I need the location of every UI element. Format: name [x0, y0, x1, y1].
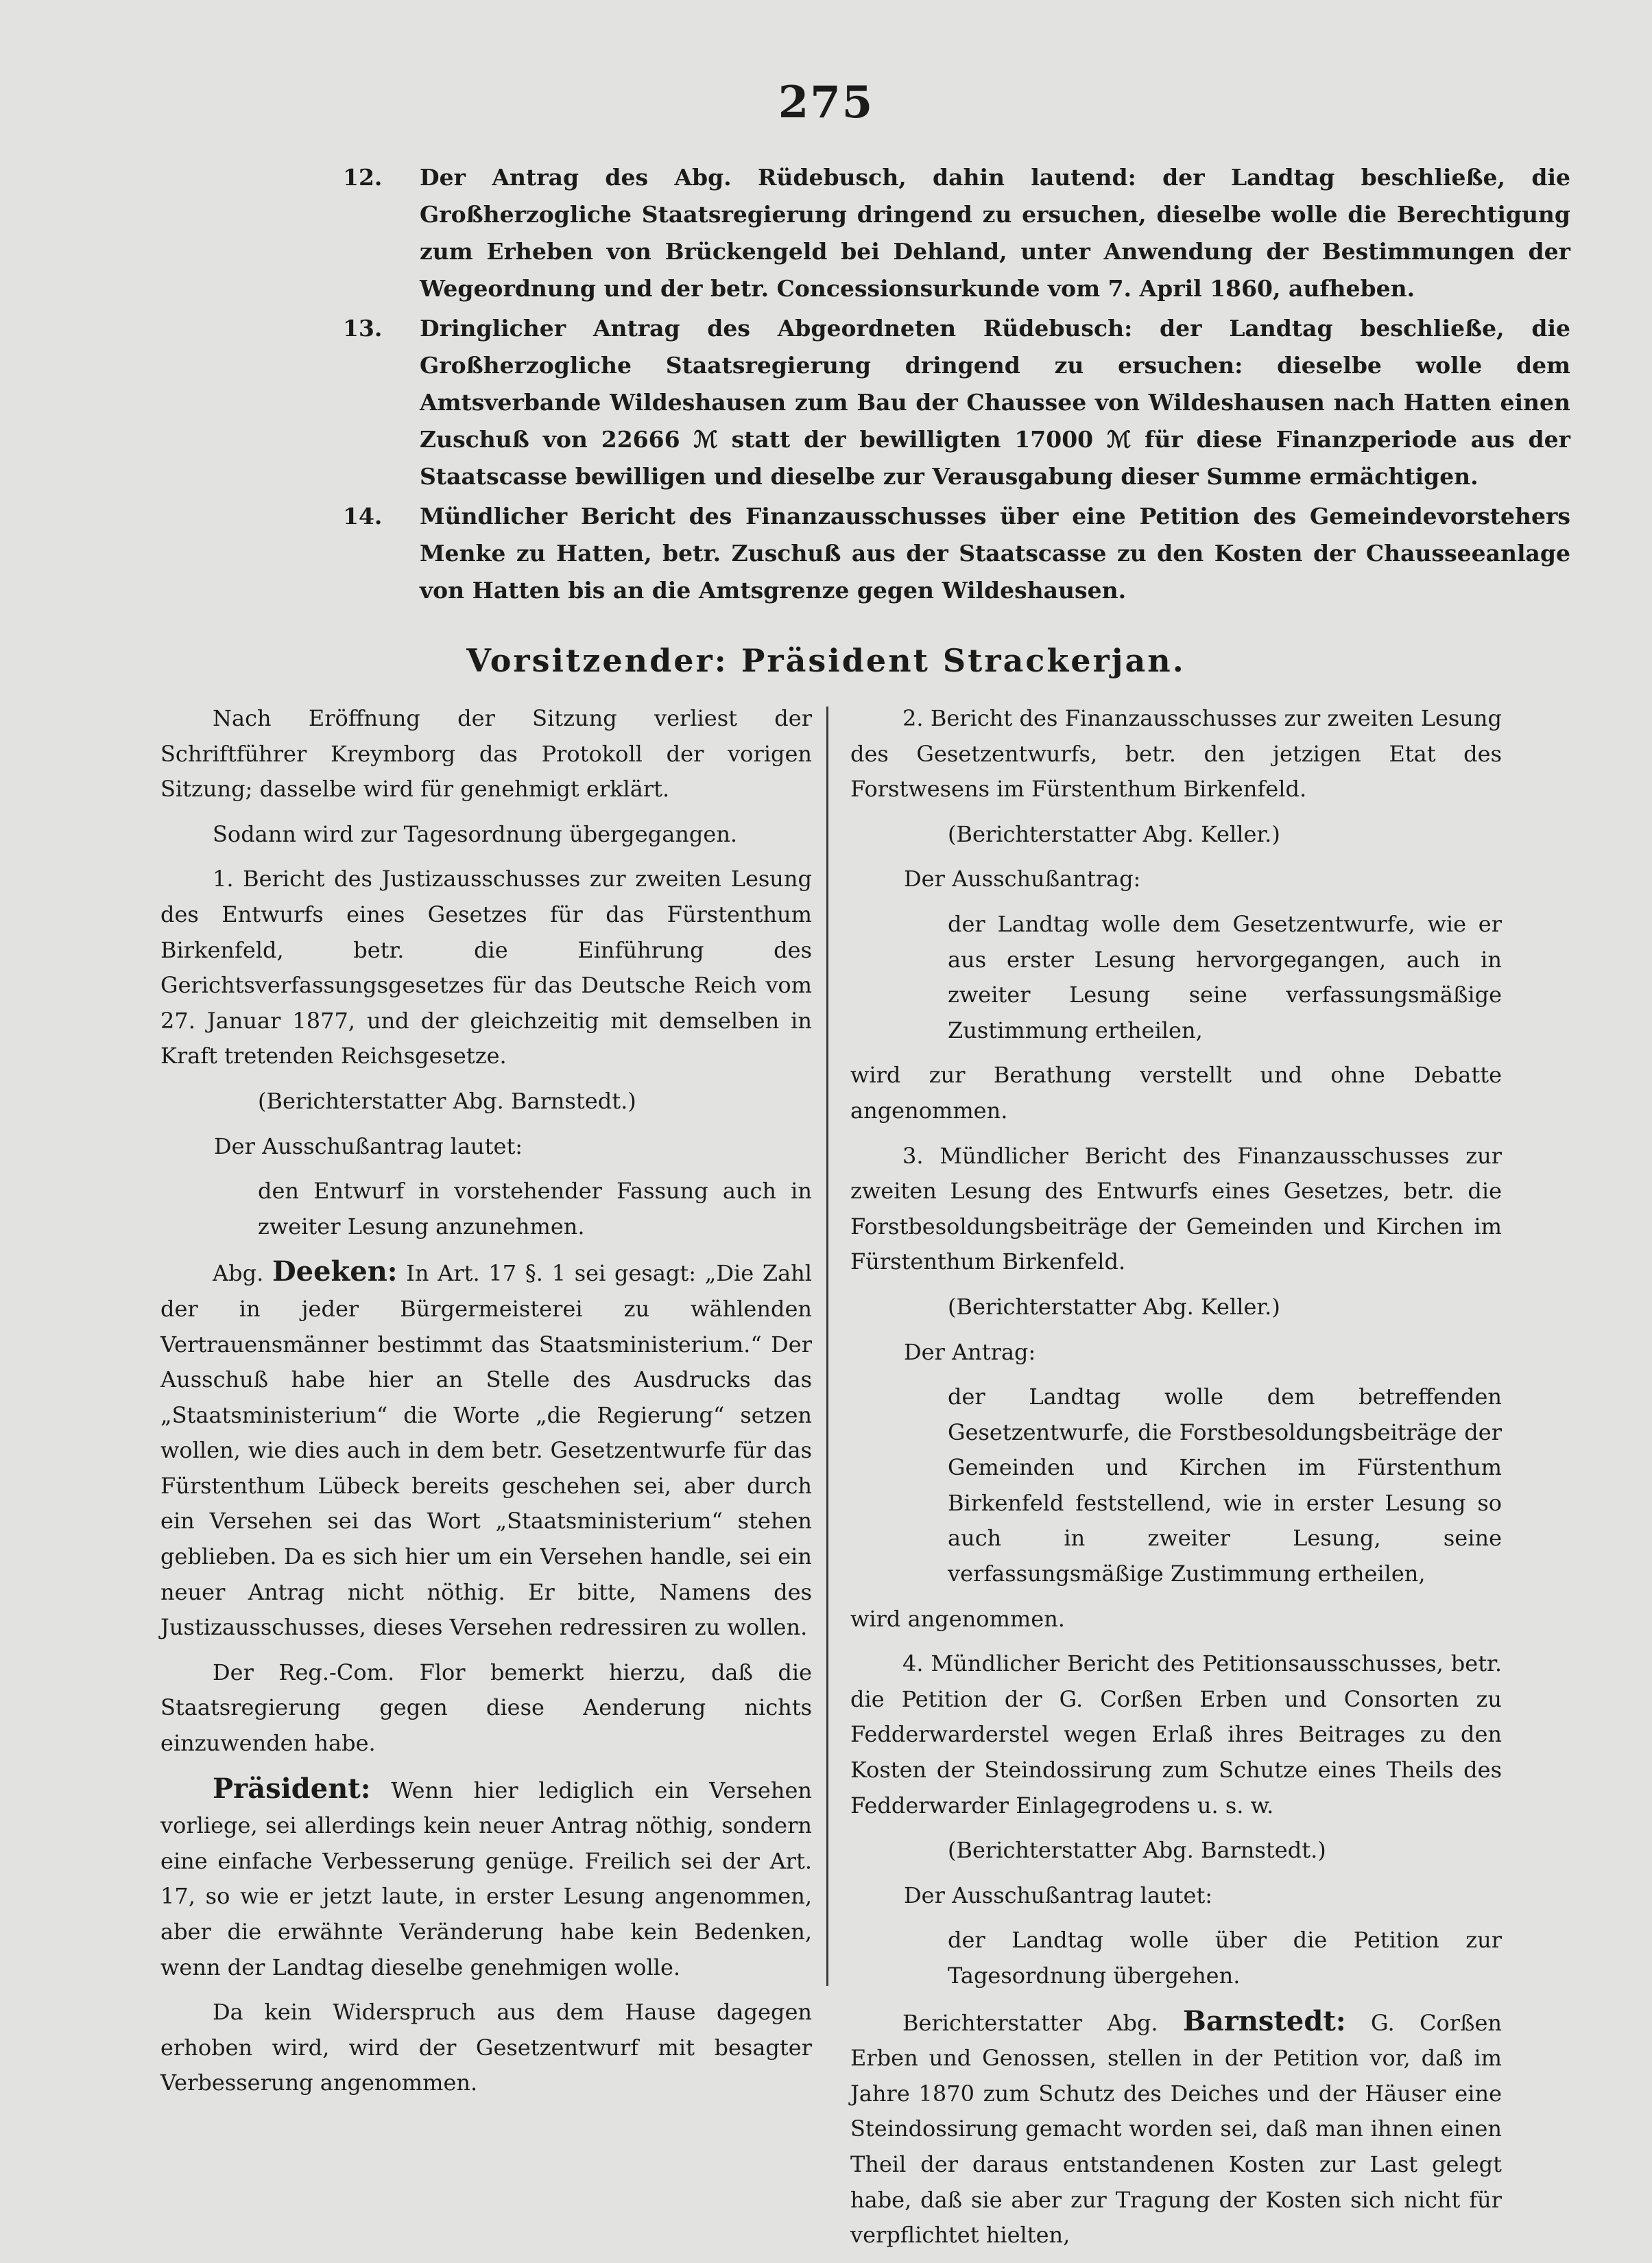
- paragraph: 2. Bericht des Finanzausschusses zur zweiten Lesung des Gesetzentwurfs, betr. den jetzigen Etat des Forstwesens im Fürstenthum Birkenfeld.: [850, 705, 1502, 803]
- paragraph: 3. Mündlicher Bericht des Finanzausschusses zur zweiten Lesung des Entwurfs eines Gesetzes, betr. die Forstbesoldungsbeiträge der Gemeinden und Kirchen im Fürstenthum Birkenfeld.: [850, 1142, 1502, 1275]
- column-divider: [826, 707, 828, 1986]
- agenda-item: [343, 310, 1570, 495]
- paragraph: 4. Mündlicher Bericht des Petitionsausschusses, betr. die Petition der G. Corßen Erben und Consorten zu Fedderwarderstel wegen Erlaß ihres Beitrages zu den Kosten der Steindossirung zum Schutze eines Theils des Fedderwarder Einlagegrodens u. s. w.: [850, 1650, 1502, 1818]
- right-column: [850, 701, 1502, 2263]
- paragraph: wird zur Berathung verstellt und ohne Debatte angenommen.: [850, 1062, 1502, 1124]
- speaker-prefix: Berichterstatter Abg.: [902, 2009, 1158, 2036]
- agenda-item-number: 13.: [343, 315, 383, 342]
- agenda-item-number: 12.: [343, 164, 383, 191]
- agenda-item-text: Der Antrag des Abg. Rüdebusch, dahin lautend: der Landtag beschließe, die Großherzogliche Staatsregierung dringend zu ersuchen, dieselbe wolle die Berechtigung zum Erheben von Brückengeld bei Dehland, unter Anwendung der Bestimmungen der Wegeordnung und der betr. Concessionsurkunde vom 7. April 1860, aufheben.: [420, 164, 1570, 302]
- paragraph: Da kein Widerspruch aus dem Hause dagegen erhoben wird, wird der Gesetzentwurf mit besagter Verbesserung angenommen.: [160, 1999, 812, 2096]
- speaker-name: Deeken:: [272, 1255, 398, 1288]
- reporter-note: (Berichterstatter Abg. Keller.): [948, 820, 1280, 847]
- paragraph: wird angenommen.: [850, 1605, 1065, 1632]
- left-column: [160, 701, 812, 2111]
- agenda-item: [343, 498, 1570, 609]
- speaker-name: Barnstedt:: [1183, 2004, 1346, 2037]
- motion-text: der Landtag wolle über die Petition zur Tagesordnung übergehen.: [948, 1927, 1502, 1989]
- motion-text: den Entwurf in vorstehender Fassung auch in zweiter Lesung anzunehmen.: [258, 1178, 812, 1240]
- paragraph: Der Antrag:: [904, 1338, 1036, 1365]
- chair-heading: Vorsitzender: Präsident Strackerjan.: [466, 642, 1186, 679]
- page-number: 275: [778, 77, 874, 128]
- motion-text: der Landtag wolle dem Gesetzentwurfe, wie er aus erster Lesung hervorgegangen, auch in zweiter Lesung seine verfassungsmäßige Zustimmung ertheilen,: [948, 910, 1502, 1043]
- agenda-item-text: Dringlicher Antrag des Abgeordneten Rüdebusch: der Landtag beschließe, die Großherzogliche Staatsregierung dringend zu ersuchen: dieselbe wolle dem Amtsverbande Wildeshausen zum Bau der Chaussee von Wildeshausen nach Hatten einen Zuschuß von 22666 ℳ statt der bewilligten 17000 ℳ für diese Finanzperiode aus der Staatscasse bewilligen und dieselbe zur Verausgabung dieser Summe ermächtigen.: [420, 315, 1570, 490]
- agenda-item-text: Mündlicher Bericht des Finanzausschusses über eine Petition des Gemeindevorstehers Menke zu Hatten, betr. Zuschuß aus der Staatscasse zu den Kosten der Chausseeanlage von Hatten bis an die Amtsgrenze gegen Wildeshausen.: [420, 503, 1570, 604]
- paragraph: Der Reg.-Com. Flor bemerkt hierzu, daß die Staatsregierung gegen diese Aenderung nichts einzuwenden habe.: [160, 1659, 812, 1757]
- paragraph: Nach Eröffnung der Sitzung verliest der Schriftführer Kreymborg das Protokoll der vorigen Sitzung; dasselbe wird für genehmigt erklärt.: [160, 705, 812, 803]
- paragraph: Der Ausschußantrag lautet:: [904, 1882, 1213, 1908]
- agenda-item-number: 14.: [343, 503, 383, 530]
- paragraph: Sodann wird zur Tagesordnung übergegangen.: [213, 820, 738, 847]
- paragraph: Der Ausschußantrag lautet:: [214, 1133, 523, 1159]
- speech-paragraph: [160, 1771, 812, 1986]
- speech-text: In Art. 17 §. 1 sei gesagt: „Die Zahl der in jeder Bürgermeisterei zu wählenden Vertrauensmänner bestimmt das Staatsministerium.“ Der Ausschuß habe hier an Stelle des Ausdrucks das „Staatsministerium“ die Worte „die Regierung“ setzen wollen, wie dies auch in dem betr. Gesetzentwurfe für das Fürstenthum Lübeck bereits geschehen sei, aber durch ein Versehen sei das Wort „Staatsministerium“ stehen geblieben. Da es sich hier um ein Versehen handle, sei ein neuer Antrag nicht nöthig. Er bitte, Namens des Justizausschusses, dieses Versehen redressiren zu wollen.: [160, 1260, 813, 1641]
- speaker-name: Präsident:: [213, 1772, 371, 1805]
- speech-text: Wenn hier lediglich ein Versehen vorliege, sei allerdings kein neuer Antrag nöthig, sondern eine einfache Verbesserung genüge. Freilich sei der Art. 17, so wie er jetzt laute, in erster Lesung angenommen, aber die erwähnte Veränderung habe kein Bedenken, wenn der Landtag dieselbe genehmigen wolle.: [160, 1777, 813, 1980]
- reporter-note: (Berichterstatter Abg. Barnstedt.): [948, 1837, 1326, 1864]
- paragraph: Der Ausschußantrag:: [904, 866, 1141, 892]
- paragraph: 1. Bericht des Justizausschusses zur zweiten Lesung des Entwurfs eines Gesetzes für das Fürstenthum Birkenfeld, betr. die Einführung des Gerichtsverfassungsgesetzes für das Deutsche Reich vom 27. Januar 1877, und der gleichzeitig mit demselben in Kraft tretenden Reichsgesetze.: [160, 866, 812, 1069]
- speech-paragraph: [850, 2004, 1502, 2253]
- reporter-note: (Berichterstatter Abg. Keller.): [948, 1293, 1280, 1320]
- reporter-note: (Berichterstatter Abg. Barnstedt.): [258, 1087, 636, 1114]
- speaker-prefix: Abg.: [213, 1260, 264, 1287]
- motion-text: der Landtag wolle dem betreffenden Gesetzentwurfe, die Forstbesoldungsbeiträge der Gemeinden und Kirchen im Fürstenthum Birkenfeld feststellend, wie in erster Lesung so auch in zweiter Lesung, seine verfassungsmäßige Zustimmung ertheilen,: [948, 1384, 1502, 1587]
- agenda-item: [343, 159, 1570, 307]
- speech-paragraph: [160, 1254, 812, 1646]
- speech-text: G. Corßen Erben und Genossen, stellen in der Petition vor, daß im Jahre 1870 zum Schutz des Deiches und der Häuser eine Steindossirung gemacht worden sei, daß man ihnen einen Theil der daraus entstandenen Kosten zur Last gelegt habe, daß sie aber zur Tragung der Kosten sich nicht für verpflichtet hielten,: [850, 2009, 1503, 2249]
- agenda-list: [343, 159, 1570, 612]
